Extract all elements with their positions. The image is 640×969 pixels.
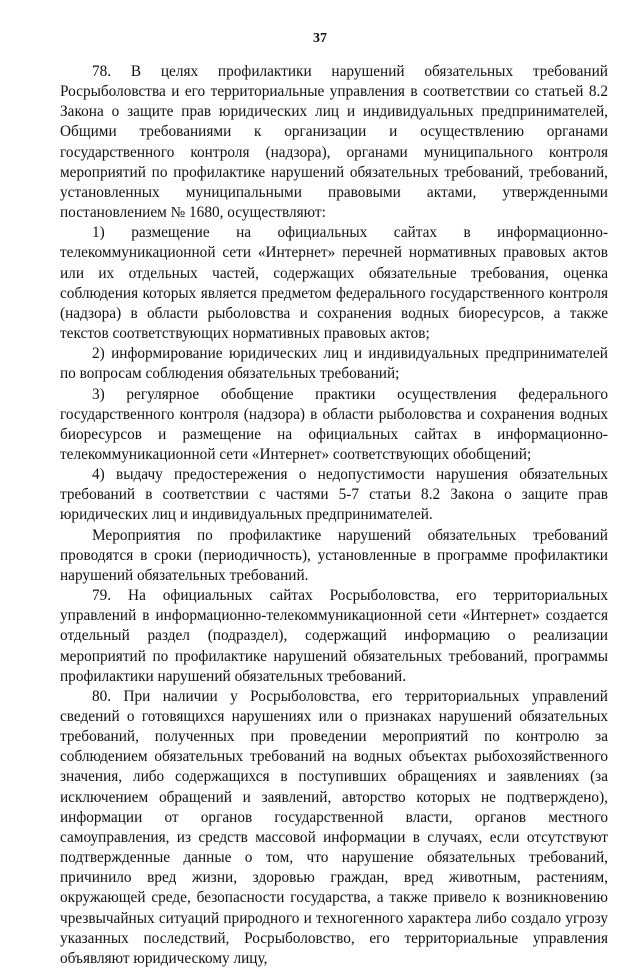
page-number: 37 [313,31,327,46]
list-item-1: 1) размещение на официальных сайтах в информационно-телекоммуникационной сети «Интернет» перечней нормативных правовых актов или их отдельных частей, содержащих обязательные требования, оценка соблюдения которых является предметом федерального государственного контроля (надзора) в области рыболовства и сохранения водных биоресурсов, а также текстов соответствующих нормативных правовых актов; [60,224,608,343]
paragraph-80: 80. При наличии у Росрыболовства, его территориальных управлений сведений о готовящихся нарушениях или о признаках нарушений обязательных требований, полученных при проведении мероприятий по контролю за соблюдением обязательных требований на водных объектах рыбохозяйственного значения, либо содержащихся в поступивших обращениях и заявлениях (за исключением обращений и заявлений, авторство которых не подтверждено), информации от органов государственной власти, органов местного самоуправления, из средств массовой информации в случаях, если отсутствуют подтвержденные данные о том, что нарушение обязательных требований, причинило вред жизни, здоровью граждан, вред животным, растениям, окружающей среде, безопасности государства, а также привело к возникновению чрезвычайных ситуаций природного и техногенного характера либо создало угрозу указанных последствий, Росрыболовство, его территориальные управления объявляют юридическому лицу, [60,687,608,967]
list-item-3: 3) регулярное обобщение практики осуществления федерального государственного контроля (надзора) в области рыболовства и сохранения водных биоресурсов и размещение на официальных сайтах в информационно-телекоммуникационной сети «Интернет» соответствующих обобщений; [60,385,608,463]
list-item-4: 4) выдачу предостережения о недопустимости нарушения обязательных требований в соответствии с частями 5-7 статьи 8.2 Закона о защите прав юридических лиц и индивидуальных предпринимателей. [60,466,608,524]
paragraph-measures: Мероприятия по профилактике нарушений обязательных требований проводятся в сроки (периодичность), установленные в программе профилактики нарушений обязательных требований. [60,526,608,584]
paragraph-79: 79. На официальных сайтах Росрыболовства, его территориальных управлений в информационно-телекоммуникационной сети «Интернет» создается отдельный раздел (подраздел), содержащий информацию о реализации мероприятий по профилактике нарушений обязательных требований, программы профилактики нарушений обязательных требований. [60,587,608,685]
document-body [60,62,608,969]
list-item-2: 2) информирование юридических лиц и индивидуальных предпринимателей по вопросам соблюдения обязательных требований; [60,345,608,383]
paragraph-78: 78. В целях профилактики нарушений обязательных требований Росрыболовства и его территориальные управления в соответствии со статьей 8.2 Закона о защите прав юридических лиц и индивидуальных предпринимателей, Общими требованиями к организации и осуществлению органами государственного контроля (надзора), органами муниципального контроля мероприятий по профилактике нарушений обязательных требований, требований, установленных муниципальными правовыми актами, утвержденными постановлением № 1680, осуществляют: [60,63,608,222]
